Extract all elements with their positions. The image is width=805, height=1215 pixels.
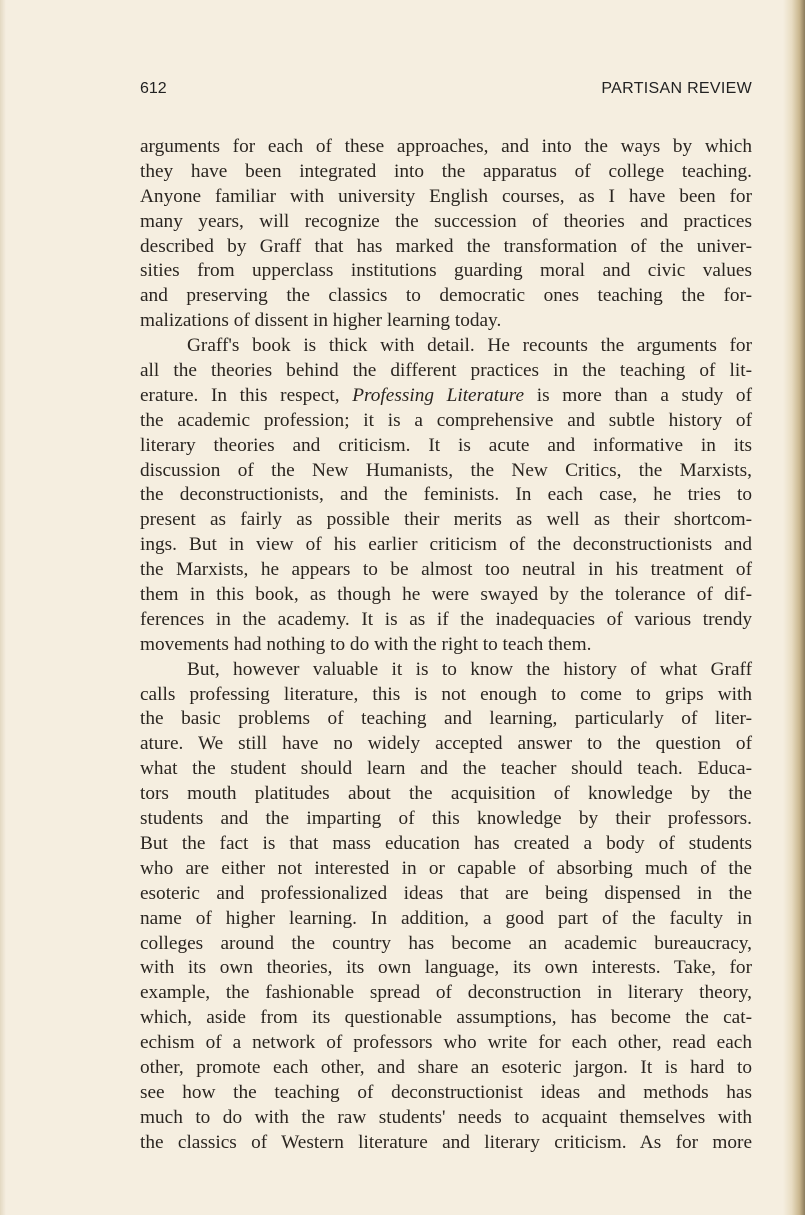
text-line: But the fact is that mass education has created a body of students [140, 832, 752, 854]
text-line: present as fairly as possible their merits as well as their shortcom- [140, 509, 752, 531]
text-line: the Marxists, he appears to be almost too neutral in his treatment of [140, 559, 752, 581]
text-line: the academic profession; it is a comprehensive and subtle history of [140, 409, 752, 431]
text-line: ferences in the academy. It is as if the inadequacies of various trendy [140, 608, 752, 630]
text-line: ings. But in view of his earlier criticism of the deconstructionists and [140, 534, 752, 556]
text-line: Graff's book is thick with detail. He recounts the arguments for [187, 335, 752, 357]
text-span: is more than a study of [524, 384, 752, 406]
text-line: much to do with the raw students' needs to acquaint themselves with [140, 1106, 752, 1128]
text-line: the deconstructionists, and the feminists. In each case, he tries to [140, 484, 752, 506]
text-line: discussion of the New Humanists, the New Critics, the Marxists, [140, 459, 752, 481]
text-line: echism of a network of professors who write for each other, read each [140, 1032, 752, 1054]
running-title: PARTISAN REVIEW [601, 80, 752, 97]
text-span: erature. In this respect, [140, 384, 353, 406]
text-line: described by Graff that has marked the transformation of the univer- [140, 235, 752, 257]
text-line: many years, will recognize the succession of theories and practices [140, 210, 752, 232]
article-body [140, 135, 752, 1156]
text-line: with its own theories, its own language, its own interests. Take, for [140, 957, 752, 979]
text-line: other, promote each other, and share an esoteric jargon. It is hard to [140, 1056, 752, 1078]
text-line: them in this book, as though he were swayed by the tolerance of dif- [140, 584, 752, 606]
text-line: students and the imparting of this knowledge by their professors. [140, 808, 752, 830]
page-number: 612 [140, 80, 167, 97]
page-gutter-shadow [0, 0, 6, 1215]
text-line: the classics of Western literature and literary criticism. As for more [140, 1131, 752, 1153]
text-line: see how the teaching of deconstructionist ideas and methods has [140, 1081, 752, 1103]
text-line: who are either not interested in or capable of absorbing much of the [140, 857, 752, 879]
paragraph-2 [140, 334, 752, 658]
paragraph-1 [140, 135, 752, 334]
text-line: But, however valuable it is to know the history of what Graff [187, 658, 752, 680]
text-line: arguments for each of these approaches, and into the ways by which [140, 136, 752, 157]
text-line: Anyone familiar with university English courses, as I have been for [140, 185, 752, 207]
text-line: what the student should learn and the teacher should teach. Educa- [140, 758, 752, 780]
text-line: which, aside from its questionable assumptions, has become the cat- [140, 1007, 752, 1029]
paragraph-3 [140, 658, 752, 1156]
book-edge [783, 0, 805, 1215]
text-line: esoteric and professionalized ideas that are being dispensed in the [140, 882, 752, 904]
text-line: ature. We still have no widely accepted answer to the question of [140, 733, 752, 755]
text-line: sities from upperclass institutions guarding moral and civic values [140, 260, 752, 282]
text-line: all the theories behind the different practices in the teaching of lit- [140, 360, 752, 382]
text-line: literary theories and criticism. It is acute and informative in its [140, 434, 752, 456]
running-header [140, 80, 752, 102]
text-line: calls professing literature, this is not enough to come to grips with [140, 683, 752, 705]
text-line: colleges around the country has become an academic bureaucracy, [140, 932, 752, 954]
text-line: tors mouth platitudes about the acquisition of knowledge by the [140, 783, 752, 805]
text-line: movements had nothing to do with the right to teach them. [140, 633, 592, 655]
text-line: the basic problems of teaching and learning, particularly of liter- [140, 708, 752, 730]
text-line: malizations of dissent in higher learning today. [140, 310, 502, 332]
text-line: example, the fashionable spread of deconstruction in literary theory, [140, 982, 752, 1004]
text-line: name of higher learning. In addition, a good part of the faculty in [140, 907, 752, 929]
text-line: they have been integrated into the apparatus of college teaching. [140, 160, 752, 182]
text-line [140, 384, 752, 409]
text-line: and preserving the classics to democratic ones teaching the for- [140, 285, 752, 307]
book-title: Professing Literature [352, 384, 525, 406]
